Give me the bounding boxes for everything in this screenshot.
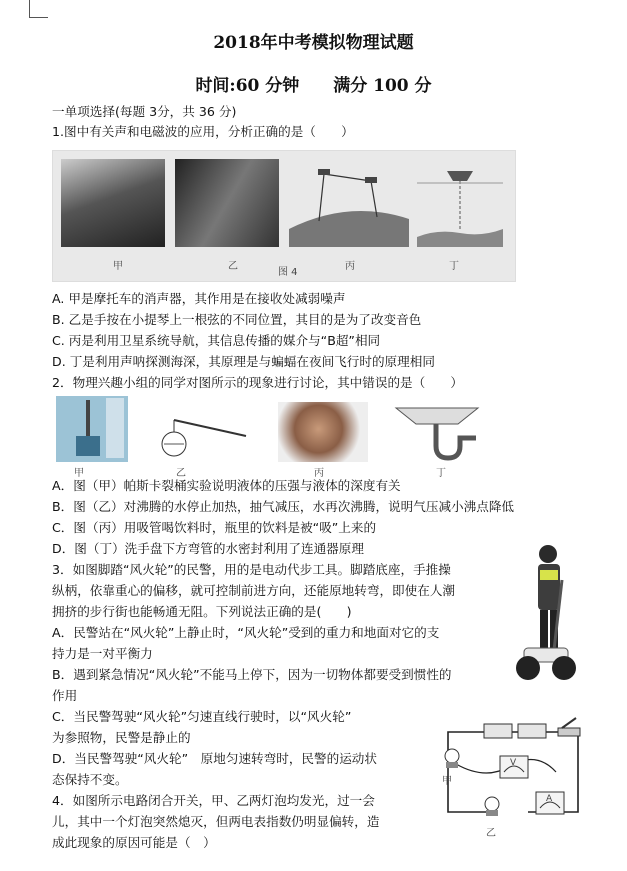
q1-stem: 1.图中有关声和电磁波的应用，分析正确的是（ ） [52, 124, 354, 139]
q3-option-d-line-2: 态保持不变。 [52, 772, 128, 787]
q4-label-jia: 甲 [442, 776, 452, 787]
q3-option-d-line-1: D．当民警驾驶“风火轮” 原地匀速转弯时，民警的运动状 [52, 751, 377, 766]
q2-diagram-sink [392, 402, 482, 464]
q2-option-a: A．图（甲）帕斯卡裂桶实验说明液体的压强与液体的深度有关 [52, 478, 401, 493]
time-label: 时间:60 分钟 [195, 76, 300, 96]
q1-option-c: C. 丙是利用卫星系统导航，其信息传播的媒介与“B超”相同 [52, 333, 381, 348]
q1-label-yi: 乙 [228, 261, 238, 272]
q2-option-b: B．图（乙）对沸腾的水停止加热，抽气减压，水再次沸腾，说明气压减小沸点降低 [52, 499, 515, 514]
q1-option-d: D. 丁是利用声呐探测海深，其原理是与蝙蝠在夜间飞行时的原理相同 [52, 354, 435, 369]
q1-diagram-sonar [417, 159, 503, 247]
q1-photo-violin [175, 159, 279, 247]
q3-option-a-line-2: 持力是一对平衡力 [52, 646, 153, 661]
q2-stem: 2．物理兴趣小组的同学对图所示的现象进行讨论，其中错误的是（ ） [52, 375, 464, 390]
q3-option-c-line-2: 为参照物，民警是静止的 [52, 730, 191, 745]
q4-stem-line-2: 儿，其中一个灯泡突然熄灭，但两电表指数仍明显偏转，造 [52, 814, 380, 829]
q1-option-b: B. 乙是手按在小提琴上一根弦的不同位置，其目的是为了改变音色 [52, 312, 422, 327]
q1-option-a: A. 甲是摩托车的消声器，其作用是在接收处减弱噪声 [52, 291, 346, 306]
q3-option-b-line-1: B．遇到紧急情况“风火轮”不能马上停下，因为一切物体都要受到惯性的 [52, 667, 452, 682]
q2-label-bing: 丙 [314, 468, 324, 479]
q2-diagram-barrel [56, 396, 128, 462]
q2-label-jia: 甲 [74, 468, 84, 479]
q4-label-voltmeter: V [510, 758, 517, 768]
q2-diagram-flask [156, 414, 252, 464]
q3-stem-line-1: 3．如图脚踏“风火轮”的民警，用的是电动代步工具。脚踏底座，手推操 [52, 562, 451, 577]
q3-option-b-line-2: 作用 [52, 688, 78, 703]
q3-option-a-line-1: A．民警站在“风火轮”上静止时，“风火轮”受到的重力和地面对它的支 [52, 625, 440, 640]
score-label: 满分 100 分 [333, 76, 432, 96]
q2-option-c: C．图（丙）用吸管喝饮料时，瓶里的饮料是被“吸”上来的 [52, 520, 377, 535]
q4-stem-line-3: 成此现象的原因可能是（ ） [52, 835, 216, 850]
q3-option-c-line-1: C．当民警驾驶“风火轮”匀速直线行驶时，以“风火轮” [52, 709, 352, 724]
q3-stem-line-2: 纵柄，依靠重心的偏移，就可控制前进方向，还能原地转弯，即使在人潮 [52, 583, 455, 598]
q2-label-yi: 乙 [176, 468, 186, 479]
q1-caption: 图 4 [278, 267, 298, 278]
q4-circuit-diagram [428, 712, 600, 842]
q3-stem-line-3: 拥挤的步行街也能畅通无阻。下列说法正确的是( ) [52, 604, 352, 619]
q3-photo-police-segway [514, 540, 578, 690]
q1-figure [52, 150, 516, 282]
q2-option-d: D．图（丁）洗手盘下方弯管的水密封利用了连通器原理 [52, 541, 364, 556]
exam-info [0, 71, 627, 96]
q2-photo-straw [278, 402, 368, 462]
q4-stem-line-1: 4．如图所示电路闭合开关，甲、乙两灯泡均发光，过一会 [52, 793, 375, 808]
q4-label-ammeter: A [546, 794, 553, 804]
q1-diagram-satellite [289, 159, 409, 247]
corner-mark [29, 0, 48, 18]
q1-label-ding: 丁 [449, 261, 459, 272]
q1-label-jia: 甲 [113, 261, 123, 272]
q2-label-ding: 丁 [436, 468, 446, 479]
page-title: 2018年中考模拟物理试题 [213, 33, 414, 53]
q2-figure [52, 396, 502, 479]
q4-label-yi: 乙 [486, 828, 496, 839]
section-heading: 一单项选择(每题 3分，共 36 分) [52, 104, 237, 119]
q1-photo-motorcycle [61, 159, 165, 247]
q4-circuit-figure [428, 712, 600, 842]
q1-label-bing: 丙 [345, 261, 355, 272]
